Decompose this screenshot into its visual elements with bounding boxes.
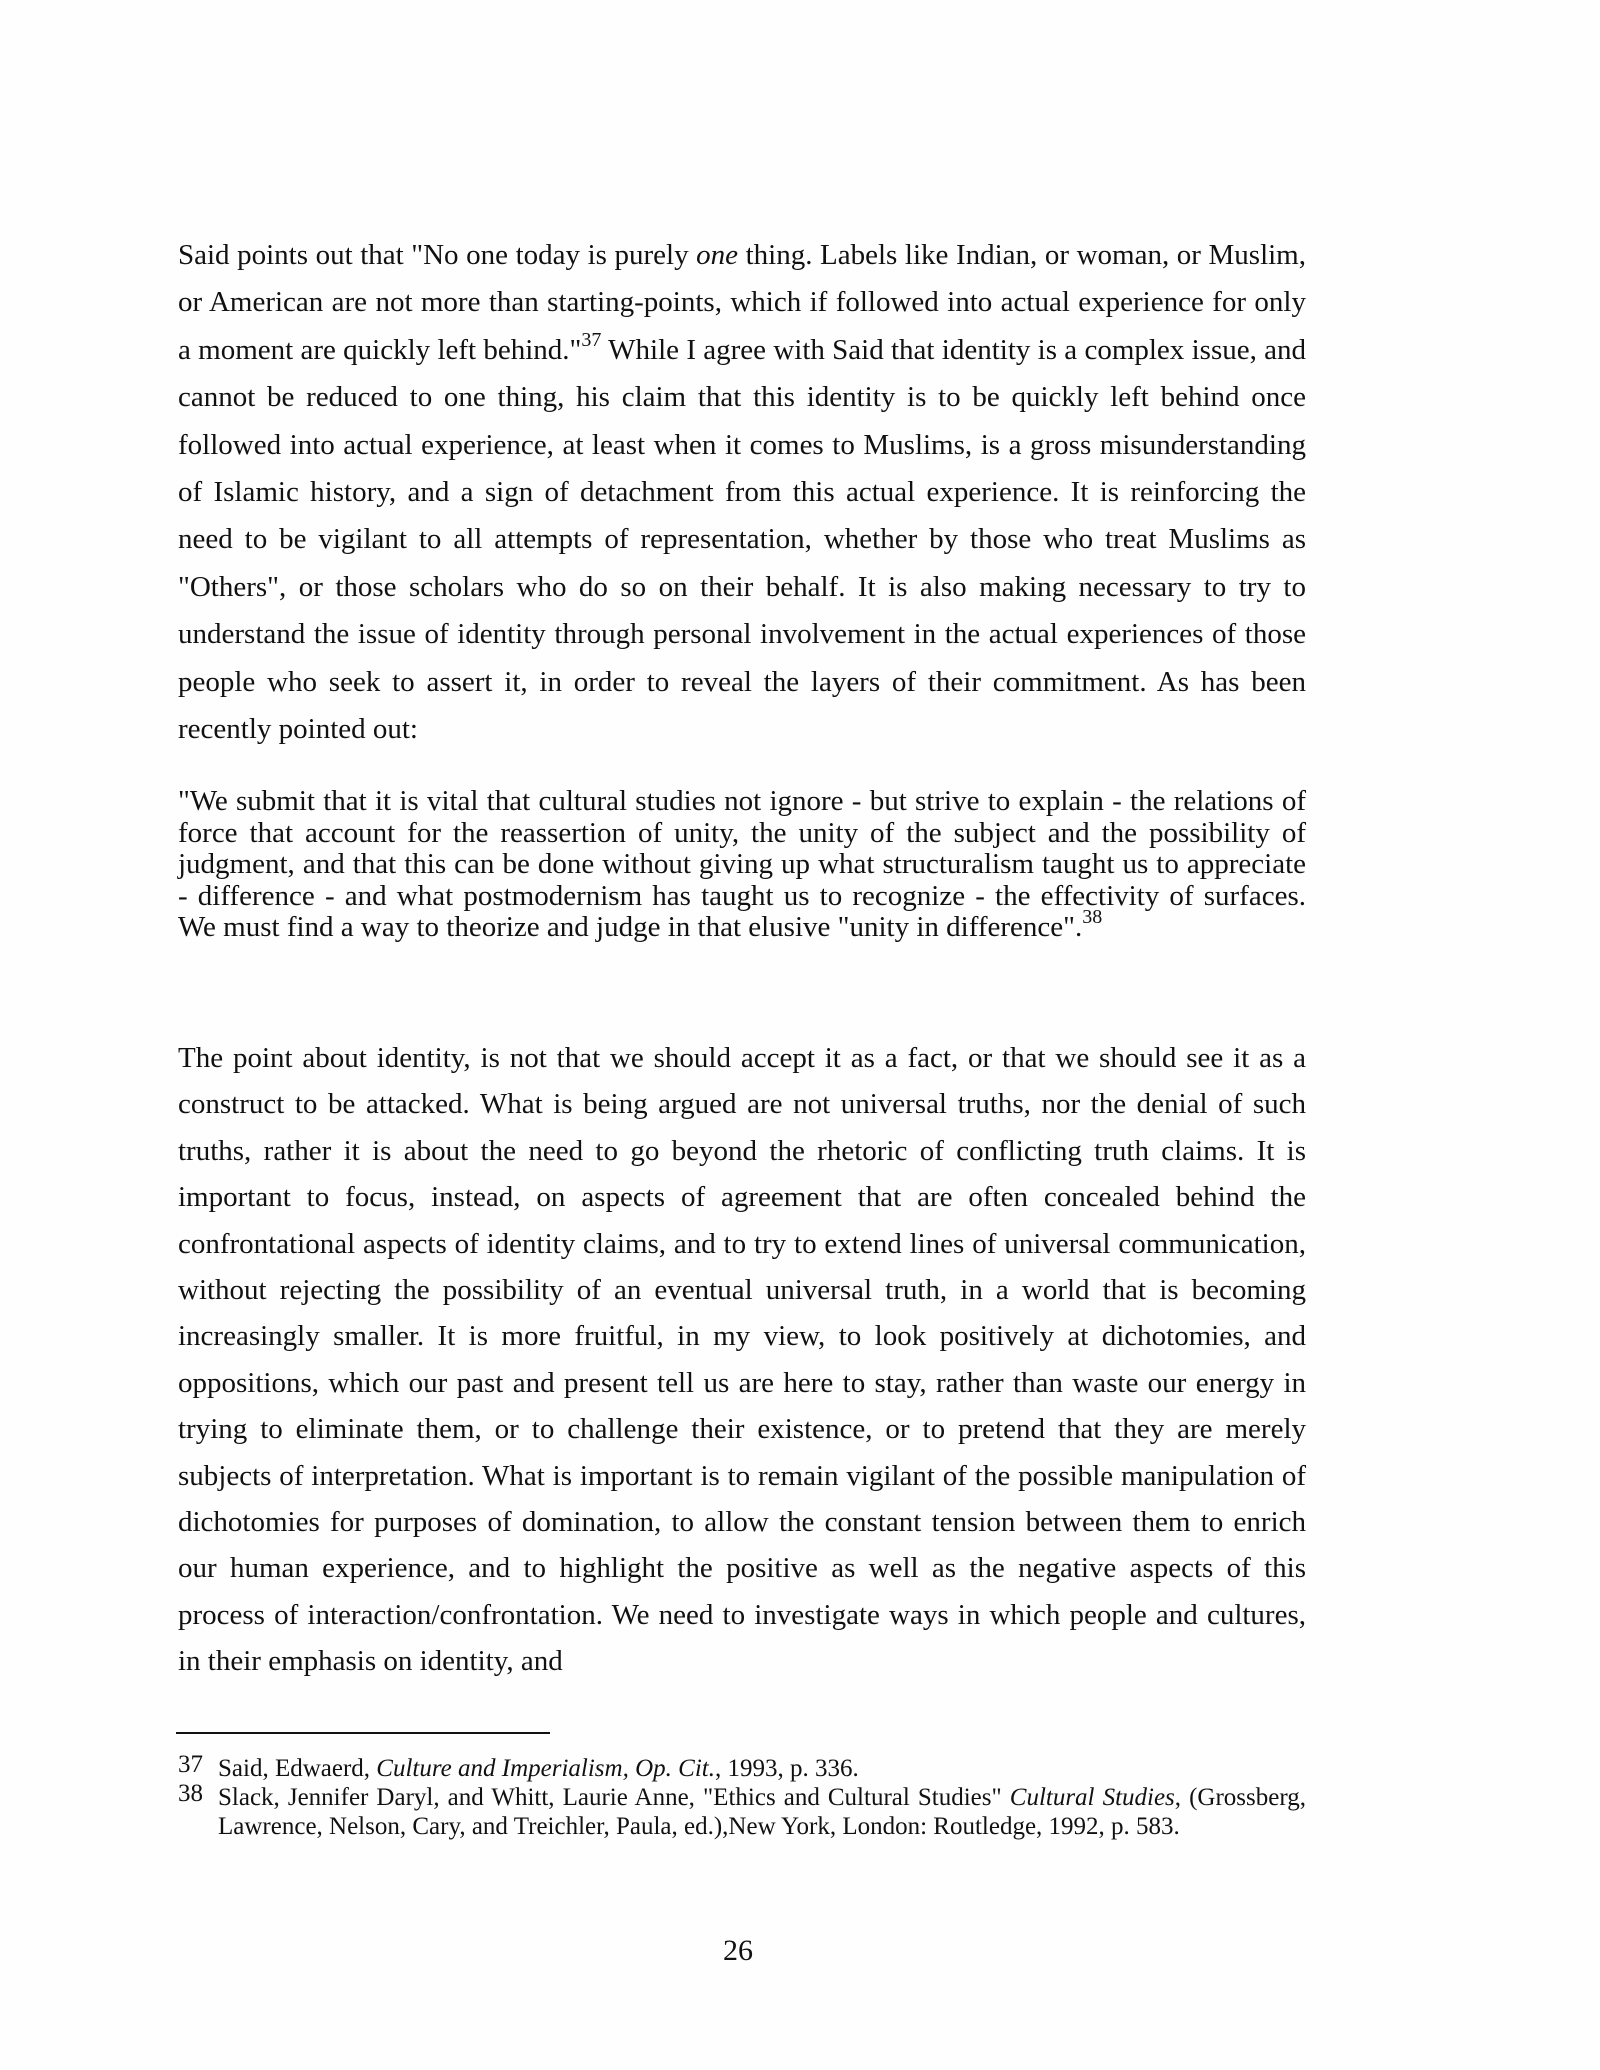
footnote-number: 37 [178, 1751, 203, 1778]
p1-text-a: Said points out that "No one today is purely [178, 239, 697, 271]
p1-text-c: While I agree with Said that identity is a complex issue, and cannot be reduced to one thing, his claim that this identity is to be quickly left behind once followed into actual experience, at least when it comes to Muslims, is a gross misunderstanding of Islamic history, and a sign of detachment from this actual experience. It is reinforcing the need to be vigilant to all attempts of representation, whether by those who treat Muslims as "Others", or those scholars who do so on their behalf. It is also making necessary to try to understand the issue of identity through personal involvement in the actual experiences of those people who seek to assert it, in order to reveal the layers of their commitment. As has been recently pointed out: [178, 333, 1307, 746]
page-number: 26 [723, 1934, 753, 1967]
footnote-number: 38 [178, 1780, 203, 1807]
quote-text: "We submit that it is vital that cultural studies not ignore - but strive to explain - the relations of force that account for the reassertion of unity, the unity of the subject and the possibility of judgment, and that this can be done without giving up what structuralism taught us to appreciate - difference - and what postmodernism has taught us to recognize - the effectivity of surfaces. We must find a way to theorize and judge in that elusive "unity in difference". [178, 785, 1306, 943]
fn37-text-b: , 1993, p. 336. [714, 1755, 859, 1782]
fn38-text-a: Slack, Jennifer Daryl, and Whitt, Laurie Anne, "Ethics and Cultural Studies" [218, 1784, 1010, 1811]
p1-italic-one: one [696, 239, 739, 271]
footnotes [178, 1751, 1306, 1841]
footnote-ref-38[interactable]: 38 [1082, 906, 1103, 929]
fn37-title: Culture and Imperialism, Op. Cit. [376, 1755, 715, 1782]
body-paragraph-1 [178, 232, 1306, 753]
fn38-text-b: , (Grossberg, Lawrence, Nelson, Cary, and Treichler, Paula, ed.),New York, London: Routledge, 1992, p. 583. [218, 1784, 1306, 1840]
body-paragraph-2 [178, 1035, 1306, 1685]
footnote-37 [178, 1751, 1306, 1783]
footnote-separator [176, 1732, 550, 1734]
fn37-text-a: Said, Edwaerd, [218, 1755, 377, 1782]
block-quote [178, 786, 1306, 944]
p2-text: The point about identity, is not that we should accept it as a fact, or that we should see it as a construct to be attacked. What is being argued are not universal truths, nor the denial of such truths, rather it is about the need to go beyond the rhetoric of conflicting truth claims. It is important to focus, instead, on aspects of agreement that are often concealed behind the confrontational aspects of identity claims, and to try to extend lines of universal communication, without rejecting the possibility of an eventual universal truth, in a world that is becoming increasingly smaller. It is more fruitful, in my view, to look positively at dichotomies, and oppositions, which our past and present tell us are here to stay, rather than waste our energy in trying to eliminate them, or to challenge their existence, or to pretend that they are merely subjects of interpretation. What is important is to remain vigilant of the possible manipulation of dichotomies for purposes of domination, to allow the constant tension between them to enrich our human experience, and to highlight the positive as well as the negative aspects of this process of interaction/confrontation. We need to investigate ways in which people and cultures, in their emphasis on identity, and [178, 1042, 1306, 1678]
fn38-title: Cultural Studies [1009, 1784, 1175, 1811]
footnote-38 [178, 1780, 1306, 1841]
footnote-ref-37[interactable]: 37 [581, 329, 602, 352]
p1-text-b: thing. Labels like Indian, or woman, or Muslim, or American are not more than starting-points, which if followed into actual experience for only a moment are quickly left behind." [178, 239, 1306, 366]
